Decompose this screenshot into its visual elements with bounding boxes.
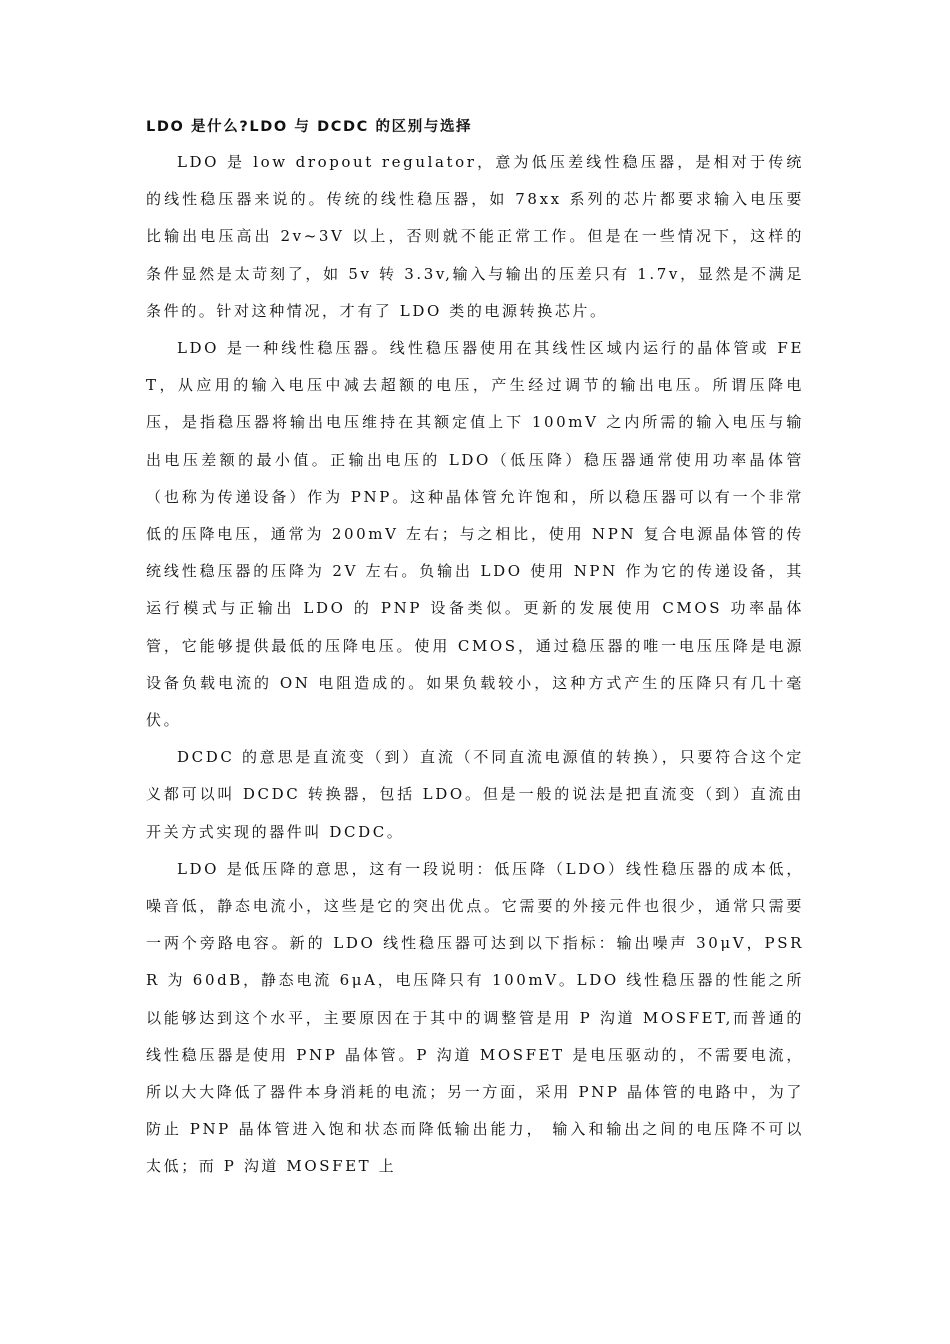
document-body [146,118,804,1186]
paragraph-ldo-definition: LDO 是 low dropout regulator，意为低压差线性稳压器，是相对于传统的线性稳压器来说的。传统的线性稳压器，如 78xx 系列的芯片都要求输入电压要比输出电压高出 2v~3V 以上，否则就不能正常工作。但是在一些情况下，这样的条件显然是太苛刻了，如 5v 转 3.3v,输入与输出的压差只有 1.7v，显然是不满足条件的。针对这种情况，才有了 LDO 类的电源转换芯片。 [146,153,804,320]
paragraph-dcdc-definition: DCDC 的意思是直流变（到）直流（不同直流电源值的转换），只要符合这个定义都可以叫 DCDC 转换器，包括 LDO。但是一般的说法是把直流变（到）直流由开关方式实现的器件叫 DCDC。 [146,748,804,841]
paragraph-ldo-advantages: LDO 是低压降的意思，这有一段说明：低压降（LDO）线性稳压器的成本低，噪音低，静态电流小，这些是它的突出优点。它需要的外接元件也很少，通常只需要一两个旁路电容。新的 LDO 线性稳压器可达到以下指标：输出噪声 30μV，PSRR 为 60dB，静态电流 6μA，电压降只有 100mV。LDO 线性稳压器的性能之所以能够达到这个水平，主要原因在于其中的调整管是用 P 沟道 MOSFET,而普通的线性稳压器是使用 PNP 晶体管。P 沟道 MOSFET 是电压驱动的，不需要电流，所以大大降低了器件本身消耗的电流；另一方面，采用 PNP 晶体管的电路中，为了防止 PNP 晶体管进入饱和状态而降低输出能力， 输入和输出之间的电压降不可以太低；而 P 沟道 MOSFET 上 [146,859,804,1176]
paragraph-ldo-linear-regulator: LDO 是一种线性稳压器。线性稳压器使用在其线性区域内运行的晶体管或 FET，从应用的输入电压中减去超额的电压，产生经过调节的输出电压。所谓压降电压，是指稳压器将输出电压维持在其额定值上下 100mV 之内所需的输入电压与输出电压差额的最小值。正输出电压的 LDO（低压降）稳压器通常使用功率晶体管（也称为传递设备）作为 PNP。这种晶体管允许饱和，所以稳压器可以有一个非常低的压降电压，通常为 200mV 左右；与之相比，使用 NPN 复合电源晶体管的传统线性稳压器的压降为 2V 左右。负输出 LDO 使用 NPN 作为它的传递设备，其运行模式与正输出 LDO 的 PNP 设备类似。更新的发展使用 CMOS 功率晶体管，它能够提供最低的压降电压。使用 CMOS，通过稳压器的唯一电压压降是电源设备负载电流的 ON 电阻造成的。如果负载较小，这种方式产生的压降只有几十毫伏。 [146,339,804,730]
document-title: LDO 是什么?LDO 与 DCDC 的区别与选择 [146,119,473,135]
